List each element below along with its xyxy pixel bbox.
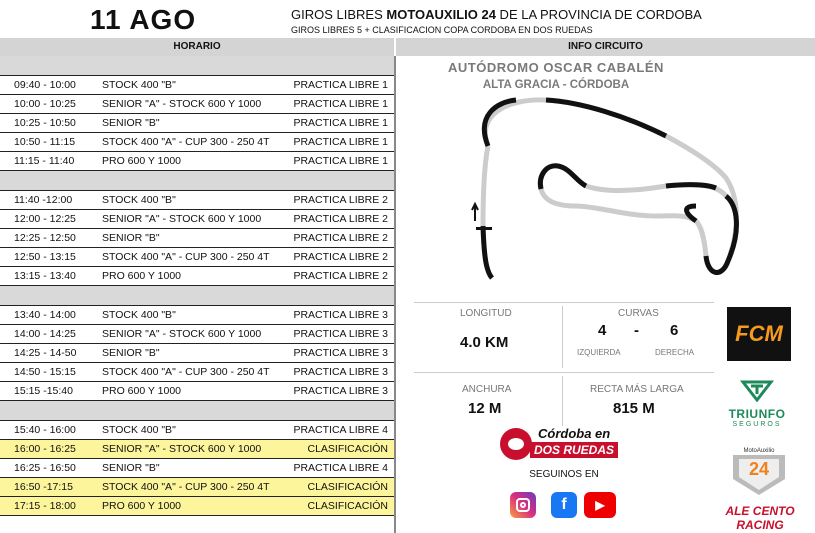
session-time: 10:00 - 10:25: [14, 98, 76, 110]
session-time: 12:50 - 13:15: [14, 251, 76, 263]
track-outline-dark-1: [546, 100, 666, 136]
event-subtitle: GIROS LIBRES 5 + CLASIFICACION COPA CORDOBA EN DOS RUEDAS: [291, 25, 593, 35]
schedule-row: [0, 382, 394, 401]
session-type: CLASIFICACIÓN: [307, 443, 388, 455]
curves-right-label: DERECHA: [655, 348, 695, 357]
session-category: STOCK 400 "B": [102, 309, 176, 321]
length-label: LONGITUD: [460, 308, 512, 319]
schedule-gap-row: [0, 286, 394, 306]
triunfo-emblem-icon: [739, 378, 775, 402]
cdr-top-text: Córdoba en: [538, 426, 611, 441]
session-type: PRACTICA LIBRE 2: [293, 213, 388, 225]
triunfo-seguros-logo: [718, 378, 796, 428]
schedule-row: [0, 344, 394, 363]
session-category: STOCK 400 "B": [102, 194, 176, 206]
start-finish-line: [476, 227, 492, 230]
schedule-gap-row: [0, 171, 394, 191]
event-date: 11 AGO: [90, 4, 197, 35]
schedule-row: [0, 306, 394, 325]
stats-divider-mid: [414, 372, 714, 373]
session-time: 16:25 - 16:50: [14, 462, 76, 474]
schedule-header: HORARIO: [0, 38, 394, 56]
triunfo-text: TRIUNFO: [728, 407, 786, 421]
schedule-row: [0, 76, 394, 95]
cdr-badge-icon: [500, 428, 532, 460]
session-time: 14:25 - 14-50: [14, 347, 77, 359]
track-outline-dark-2: [540, 166, 586, 189]
motoauxilio-number: 24: [748, 459, 770, 479]
session-time: 15:15 -15:40: [14, 385, 73, 397]
schedule-row: [0, 325, 394, 344]
stats-divider-v2: [562, 376, 563, 426]
motoauxilio-logo: [729, 447, 789, 497]
length-value: 4.0 KM: [460, 334, 509, 351]
schedule-table: [0, 56, 394, 516]
session-time: 15:40 - 16:00: [14, 424, 76, 436]
width-value: 12 M: [468, 400, 502, 417]
seguros-text: SEGUROS: [732, 421, 782, 428]
session-category: PRO 600 Y 1000: [102, 270, 182, 282]
session-type: PRACTICA LIBRE 1: [293, 155, 388, 167]
session-time: 16:00 - 16:25: [14, 443, 76, 455]
schedule-row: [0, 267, 394, 286]
session-time: 14:50 - 15:15: [14, 366, 76, 378]
instagram-icon[interactable]: [510, 492, 536, 518]
session-type: PRACTICA LIBRE 3: [293, 309, 388, 321]
session-type: PRACTICA LIBRE 4: [293, 424, 388, 436]
youtube-icon[interactable]: ▶: [584, 492, 616, 518]
fcm-logo: FCM: [727, 307, 791, 361]
session-time: 13:15 - 13:40: [14, 270, 76, 282]
session-type: PRACTICA LIBRE 3: [293, 347, 388, 359]
session-time: 13:40 - 14:00: [14, 309, 76, 321]
schedule-row: [0, 248, 394, 267]
schedule-row: [0, 459, 394, 478]
session-category: SENIOR "A" - STOCK 600 Y 1000: [102, 98, 262, 110]
session-time: 09:40 - 10:00: [14, 79, 76, 91]
session-category: SENIOR "A" - STOCK 600 Y 1000: [102, 443, 262, 455]
curves-left-label: IZQUIERDA: [577, 348, 621, 357]
stats-divider-top: [414, 302, 714, 303]
circuit-map: [396, 56, 815, 286]
session-type: PRACTICA LIBRE 1: [293, 98, 388, 110]
session-type: PRACTICA LIBRE 2: [293, 251, 388, 263]
page-header: [0, 0, 815, 38]
schedule-row: [0, 363, 394, 382]
stats-divider-v1: [562, 306, 563, 368]
motoauxilio-small-text: MotoAuxilio: [743, 448, 775, 454]
session-time: 11:15 - 11:40: [14, 155, 75, 167]
direction-arrow-icon: [472, 204, 478, 221]
curves-separator: -: [634, 322, 639, 339]
track-outline-light: [483, 100, 736, 278]
session-time: 11:40 -12:00: [14, 194, 73, 206]
cordoba-dos-ruedas-logo: [500, 426, 628, 462]
schedule-gap-row: [0, 401, 394, 421]
session-time: 12:25 - 12:50: [14, 232, 76, 244]
session-category: SENIOR "B": [102, 462, 160, 474]
track-outline-dark-6: [483, 226, 492, 278]
schedule-gap-row: [0, 56, 394, 76]
session-time: 10:25 - 10:50: [14, 117, 76, 129]
session-time: 10:50 - 11:15: [14, 136, 76, 148]
session-category: STOCK 400 "A" - CUP 300 - 250 4T: [102, 136, 270, 148]
circuit-info-panel: [396, 56, 815, 533]
title-suffix: DE LA PROVINCIA DE CORDOBA: [495, 7, 702, 22]
session-type: PRACTICA LIBRE 1: [293, 136, 388, 148]
schedule-row: [0, 229, 394, 248]
session-type: CLASIFICACIÓN: [307, 500, 388, 512]
session-type: CLASIFICACIÓN: [307, 481, 388, 493]
session-time: 16:50 -17:15: [14, 481, 73, 493]
straight-value: 815 M: [613, 400, 655, 417]
session-type: PRACTICA LIBRE 3: [293, 328, 388, 340]
session-category: SENIOR "B": [102, 232, 160, 244]
schedule-row: [0, 95, 394, 114]
session-type: PRACTICA LIBRE 2: [293, 194, 388, 206]
title-sponsor: MOTOAUXILIO 24: [386, 7, 496, 22]
session-time: 17:15 - 18:00: [14, 500, 76, 512]
schedule-row: [0, 421, 394, 440]
session-category: STOCK 400 "B": [102, 424, 176, 436]
schedule-row: [0, 152, 394, 171]
event-title: [291, 7, 702, 22]
curves-label: CURVAS: [618, 308, 659, 319]
session-type: PRACTICA LIBRE 1: [293, 117, 388, 129]
circuit-location: ALTA GRACIA - CÓRDOBA: [482, 79, 630, 91]
circuit-name: AUTÓDROMO OSCAR CABALÉN: [448, 60, 664, 75]
session-category: SENIOR "A" - STOCK 600 Y 1000: [102, 328, 262, 340]
session-category: STOCK 400 "A" - CUP 300 - 250 4T: [102, 251, 270, 263]
session-type: PRACTICA LIBRE 2: [293, 270, 388, 282]
ale-cento-racing-logo: ALE CENTO RACING: [725, 504, 795, 532]
session-category: SENIOR "B": [102, 347, 160, 359]
session-category: STOCK 400 "A" - CUP 300 - 250 4T: [102, 481, 270, 493]
session-type: PRACTICA LIBRE 3: [293, 366, 388, 378]
curves-left-value: 4: [598, 322, 607, 339]
session-type: PRACTICA LIBRE 3: [293, 385, 388, 397]
circuit-info-header: INFO CIRCUITO: [396, 38, 815, 56]
schedule-row: [0, 497, 394, 516]
follow-us-label: SEGUINOS EN: [529, 469, 599, 480]
facebook-icon[interactable]: f: [551, 492, 577, 518]
schedule-row: [0, 440, 394, 459]
session-category: PRO 600 Y 1000: [102, 500, 182, 512]
width-label: ANCHURA: [462, 384, 512, 395]
session-category: SENIOR "B": [102, 117, 160, 129]
schedule-row: [0, 133, 394, 152]
session-category: PRO 600 Y 1000: [102, 155, 182, 167]
track-outline-dark-7: [666, 185, 716, 188]
schedule-row: [0, 191, 394, 210]
session-time: 12:00 - 12:25: [14, 213, 76, 225]
cdr-bottom-text: DOS RUEDAS: [530, 442, 618, 458]
session-time: 14:00 - 14:25: [14, 328, 76, 340]
schedule-row: [0, 210, 394, 229]
curves-right-value: 6: [670, 322, 679, 339]
schedule-row: [0, 114, 394, 133]
session-type: PRACTICA LIBRE 1: [293, 79, 388, 91]
session-category: STOCK 400 "B": [102, 79, 176, 91]
session-category: SENIOR "A" - STOCK 600 Y 1000: [102, 213, 262, 225]
schedule-row: [0, 478, 394, 497]
session-category: STOCK 400 "A" - CUP 300 - 250 4T: [102, 366, 270, 378]
track-outline-dark-3: [706, 196, 736, 272]
straight-label: RECTA MÁS LARGA: [590, 384, 684, 395]
session-category: PRO 600 Y 1000: [102, 385, 182, 397]
title-prefix: GIROS LIBRES: [291, 7, 387, 22]
session-type: PRACTICA LIBRE 2: [293, 232, 388, 244]
session-type: PRACTICA LIBRE 4: [293, 462, 388, 474]
